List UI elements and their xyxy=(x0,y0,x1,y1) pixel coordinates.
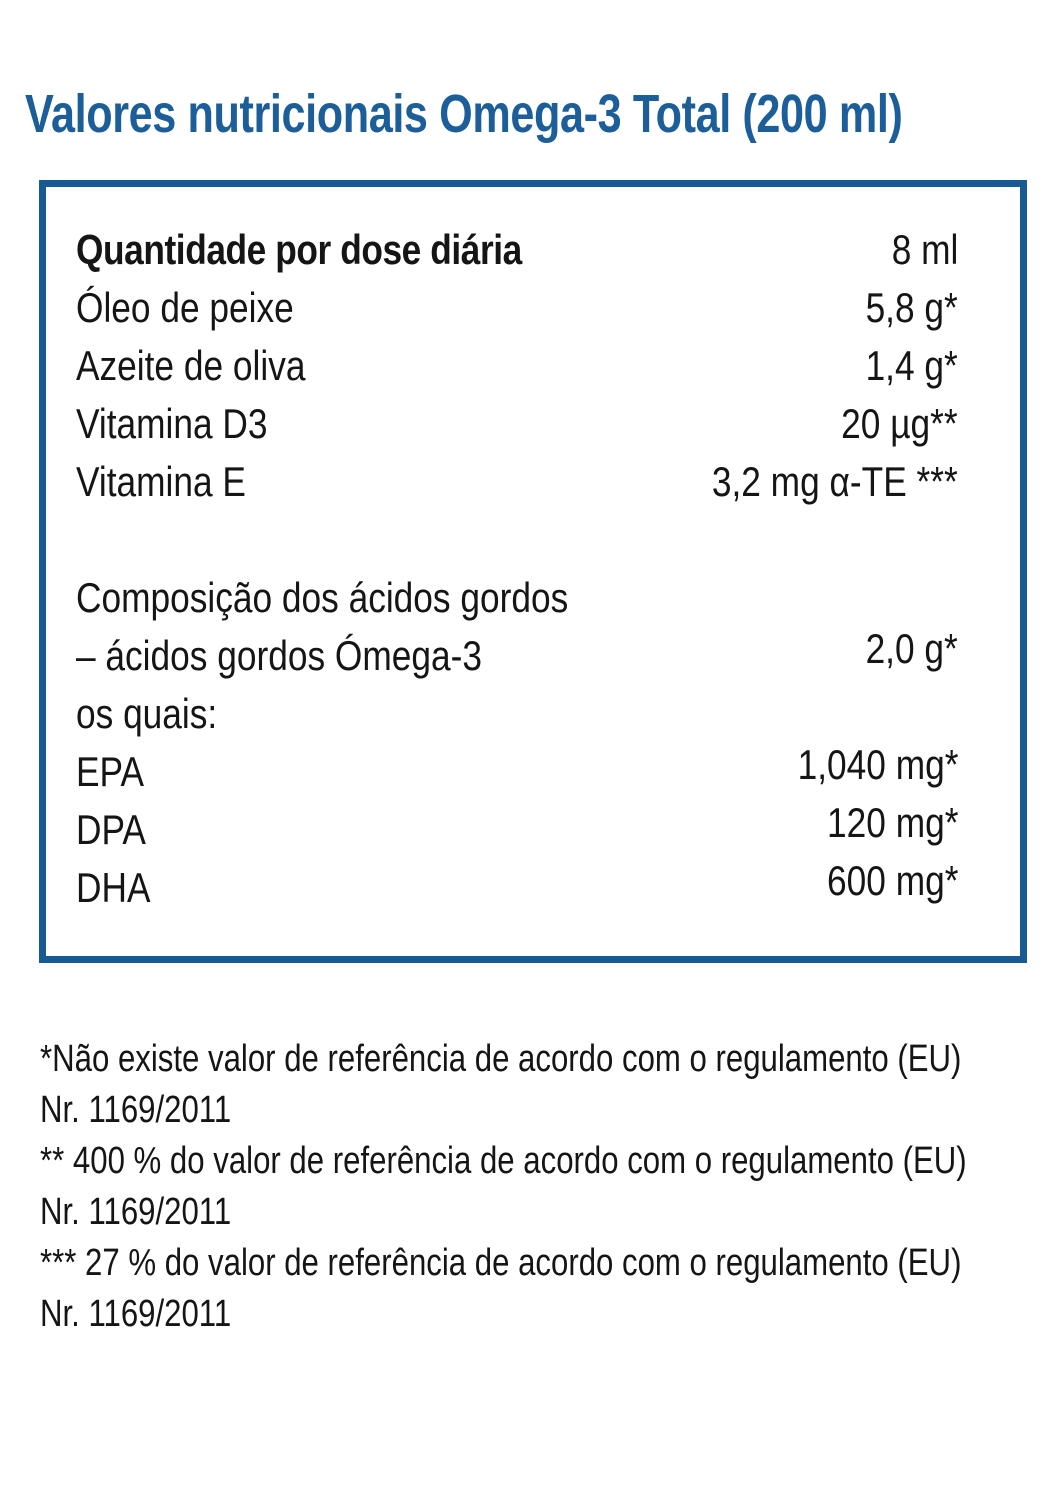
nutrient-value: 1,4 g* xyxy=(865,342,958,389)
nutrient-label: Azeite de oliva xyxy=(76,342,306,389)
table-row-olive-oil xyxy=(76,337,958,395)
nutrient-label: os quais: xyxy=(76,690,218,737)
page-title-text: Valores nutricionais Omega-3 Total (200 ml) xyxy=(25,84,903,144)
nutrient-label: Vitamina D3 xyxy=(76,400,268,447)
table-row-fish-oil xyxy=(76,279,958,337)
nutrient-value: 600 mg* xyxy=(826,857,958,904)
table-row-dpa xyxy=(76,801,958,859)
table-row-daily-dose xyxy=(76,221,958,279)
table-row-vitamin-d3 xyxy=(76,395,958,453)
nutrient-label: EPA xyxy=(76,748,144,795)
footnotes-block xyxy=(40,1034,1059,1340)
nutrient-value: 2,0 g* xyxy=(865,625,958,672)
table-row-epa xyxy=(76,743,958,801)
nutrient-value: 3,2 mg α-TE *** xyxy=(712,458,958,505)
nutrient-value: 20 µg** xyxy=(841,400,958,447)
footnote-line: Nr. 1169/2011 xyxy=(40,1191,232,1233)
nutrient-label: Composição dos ácidos gordos xyxy=(76,574,569,621)
nutrient-label: DPA xyxy=(76,806,146,853)
nutrient-value: 1,040 mg* xyxy=(797,741,958,788)
table-row-dha xyxy=(76,859,958,917)
nutrient-label: – ácidos gordos Ómega-3 xyxy=(76,632,482,679)
nutrient-value: 120 mg* xyxy=(826,799,958,846)
table-row-vitamin-e xyxy=(76,453,958,511)
footnote-line: Nr. 1169/2011 xyxy=(40,1293,232,1335)
nutrient-label: Óleo de peixe xyxy=(76,284,294,331)
table-spacer-row xyxy=(76,511,958,569)
nutrient-label: DHA xyxy=(76,864,151,911)
footnote-line: *Não existe valor de referência de acordo com o regulamento (EU) xyxy=(40,1038,962,1080)
nutrition-facts-box xyxy=(39,180,1027,963)
footnote-line: *** 27 % do valor de referência de acordo com o regulamento (EU) xyxy=(40,1242,962,1284)
nutrient-value: 8 ml xyxy=(891,226,958,273)
nutrient-value: 5,8 g* xyxy=(865,284,958,331)
footnote-line: ** 400 % do valor de referência de acordo com o regulamento (EU) xyxy=(40,1140,967,1182)
nutrient-label: Quantidade por dose diária xyxy=(76,226,522,273)
table-row-omega3-fatty-acids xyxy=(76,627,958,685)
table-row-of-which xyxy=(76,685,958,743)
table-row-fatty-acid-composition xyxy=(76,569,958,627)
nutrient-label: Vitamina E xyxy=(76,458,246,505)
footnote-line: Nr. 1169/2011 xyxy=(40,1089,232,1131)
page-title xyxy=(25,84,1059,144)
